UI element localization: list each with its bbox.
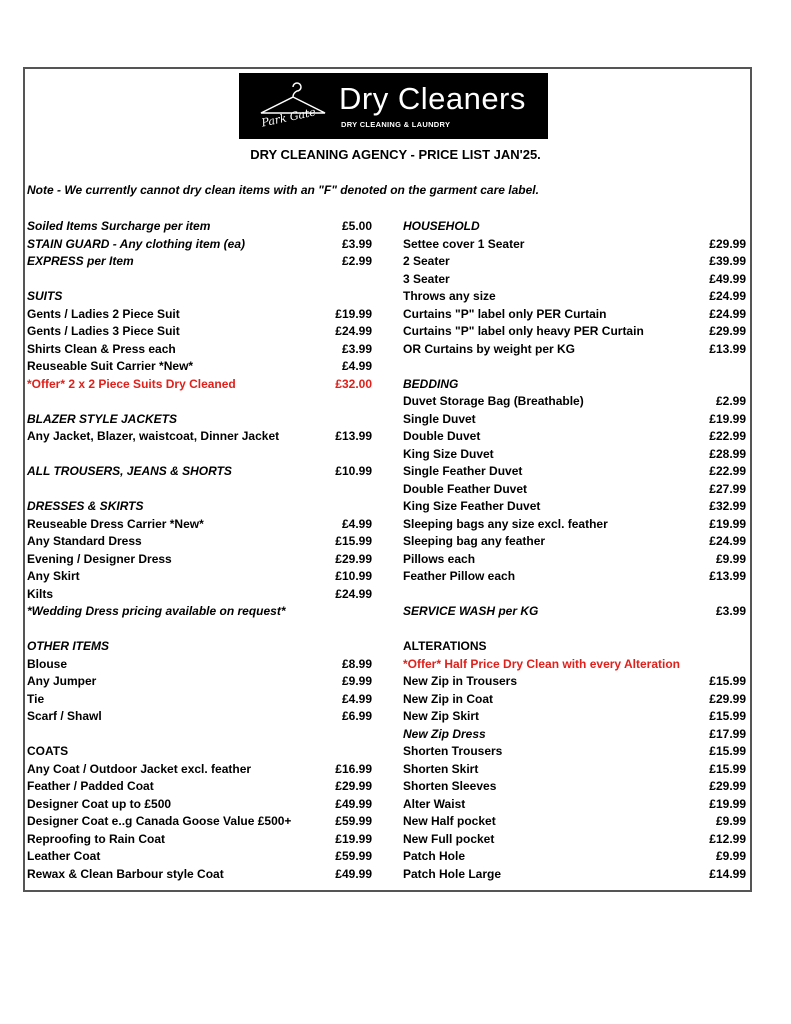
price-row xyxy=(403,306,746,324)
price-row xyxy=(403,428,746,446)
price-row xyxy=(27,253,372,271)
item-price: £17.99 xyxy=(709,726,746,741)
item-price: £49.99 xyxy=(335,866,372,881)
item-price: £15.99 xyxy=(709,674,746,688)
item-label: King Size Feather Duvet xyxy=(403,499,541,513)
item-price: £29.99 xyxy=(709,691,746,706)
price-row xyxy=(27,796,372,814)
price-row xyxy=(403,411,746,429)
price-row xyxy=(27,656,372,674)
item-price: £2.99 xyxy=(715,394,746,408)
item-price: £24.99 xyxy=(709,289,746,303)
item-label: Any Jumper xyxy=(27,674,97,688)
item-label: Reuseable Dress Carrier *New* xyxy=(27,516,204,531)
item-label: Any Standard Dress xyxy=(27,534,142,548)
item-label: New Zip in Trousers xyxy=(403,674,518,688)
item-price: £32.00 xyxy=(335,376,372,391)
item-label: New Full pocket xyxy=(403,831,495,846)
item-label: *Offer* Half Price Dry Clean with every Alteration xyxy=(403,656,680,671)
item-label: Curtains "P" label only heavy PER Curtain xyxy=(403,324,644,338)
price-row xyxy=(403,603,746,621)
price-row xyxy=(27,568,372,586)
item-price: £8.99 xyxy=(341,656,372,671)
item-price: £9.99 xyxy=(341,674,372,688)
price-row xyxy=(27,411,372,429)
item-label: New Zip Dress xyxy=(403,726,486,741)
item-price: £15.99 xyxy=(709,761,746,776)
price-row xyxy=(403,743,746,761)
item-label: 3 Seater xyxy=(403,271,450,286)
item-price: £29.99 xyxy=(709,324,746,338)
item-label: *Wedding Dress pricing available on request* xyxy=(27,604,286,618)
price-row xyxy=(27,551,372,569)
item-label: Sleeping bags any size excl. feather xyxy=(403,516,608,531)
price-row xyxy=(27,848,372,866)
item-label: Feather / Padded Coat xyxy=(27,779,154,793)
item-label: Shorten Trousers xyxy=(403,744,503,758)
item-label: Shirts Clean & Press each xyxy=(27,341,176,356)
item-label: Single Feather Duvet xyxy=(403,464,523,478)
price-row xyxy=(403,813,746,831)
item-label: OR Curtains by weight per KG xyxy=(403,341,576,356)
price-row xyxy=(403,796,746,814)
item-price: £19.99 xyxy=(335,306,372,321)
spacer-row xyxy=(27,393,372,411)
price-row xyxy=(27,603,372,621)
spacer-row xyxy=(403,621,746,639)
price-row xyxy=(403,726,746,744)
logo xyxy=(239,73,548,139)
price-row xyxy=(27,358,372,376)
item-price: £15.99 xyxy=(709,744,746,758)
price-row xyxy=(27,218,372,236)
item-price: £19.99 xyxy=(709,516,746,531)
item-label: ALL TROUSERS, JEANS & SHORTS xyxy=(27,464,232,478)
price-row xyxy=(403,481,746,499)
price-row xyxy=(403,866,746,884)
price-row xyxy=(27,673,372,691)
item-label: Single Duvet xyxy=(403,411,476,426)
item-price: £16.99 xyxy=(335,761,372,776)
item-price: £13.99 xyxy=(709,341,746,356)
price-row xyxy=(27,866,372,884)
item-label: Reuseable Suit Carrier *New* xyxy=(27,359,194,373)
price-row xyxy=(27,323,372,341)
price-row xyxy=(403,691,746,709)
price-row xyxy=(403,253,746,271)
item-label: Alter Waist xyxy=(403,796,466,811)
price-row xyxy=(27,516,372,534)
item-label: Kilts xyxy=(27,586,54,601)
right-price-column xyxy=(403,218,746,883)
item-label: EXPRESS per Item xyxy=(27,254,134,268)
price-row xyxy=(403,446,746,464)
item-label: Evening / Designer Dress xyxy=(27,551,172,566)
price-row xyxy=(27,533,372,551)
price-row xyxy=(403,236,746,254)
item-price: £9.99 xyxy=(715,814,746,828)
spacer-row xyxy=(27,271,372,289)
item-price: £13.99 xyxy=(335,429,372,443)
spacer-row xyxy=(27,446,372,464)
item-price: £3.99 xyxy=(341,236,372,251)
item-label: Designer Coat up to £500 xyxy=(27,796,172,811)
item-price: £19.99 xyxy=(709,796,746,811)
price-row xyxy=(27,428,372,446)
item-price: £22.99 xyxy=(709,464,746,478)
price-row xyxy=(403,638,746,656)
item-label: Shorten Skirt xyxy=(403,761,479,776)
item-price: £10.99 xyxy=(335,464,372,478)
price-row xyxy=(403,831,746,849)
item-price: £19.99 xyxy=(709,411,746,426)
price-row xyxy=(27,761,372,779)
item-label: Patch Hole Large xyxy=(403,866,502,881)
item-price: £3.99 xyxy=(341,341,372,356)
item-price: £13.99 xyxy=(709,569,746,583)
price-row xyxy=(403,708,746,726)
item-label: *Offer* 2 x 2 Piece Suits Dry Cleaned xyxy=(27,376,236,391)
item-price: £29.99 xyxy=(709,236,746,251)
spacer-row xyxy=(403,358,746,376)
price-row xyxy=(403,761,746,779)
item-price: £59.99 xyxy=(335,849,372,863)
price-row xyxy=(27,376,372,394)
item-label: Duvet Storage Bag (Breathable) xyxy=(403,394,584,408)
item-label: Designer Coat e..g Canada Goose Value £500+ xyxy=(27,814,292,828)
price-row xyxy=(27,498,372,516)
item-label: Gents / Ladies 3 Piece Suit xyxy=(27,324,180,338)
item-price: £39.99 xyxy=(709,254,746,268)
price-row xyxy=(403,551,746,569)
item-price: £28.99 xyxy=(709,446,746,461)
item-price: £14.99 xyxy=(709,866,746,881)
price-row xyxy=(403,673,746,691)
item-label: Feather Pillow each xyxy=(403,569,516,583)
item-label: BLAZER STYLE JACKETS xyxy=(27,411,178,426)
price-row xyxy=(403,288,746,306)
item-price: £10.99 xyxy=(335,569,372,583)
item-label: SUITS xyxy=(27,289,63,303)
item-label: Reproofing to Rain Coat xyxy=(27,831,165,846)
item-label: Sleeping bag any feather xyxy=(403,534,546,548)
item-price: £49.99 xyxy=(335,796,372,811)
item-label: Double Feather Duvet xyxy=(403,481,528,496)
item-label: Double Duvet xyxy=(403,429,481,443)
price-row xyxy=(403,778,746,796)
item-price: £9.99 xyxy=(715,551,746,566)
item-label: New Half pocket xyxy=(403,814,496,828)
price-row xyxy=(27,306,372,324)
item-label: Rewax & Clean Barbour style Coat xyxy=(27,866,224,881)
item-label: Curtains "P" label only PER Curtain xyxy=(403,306,607,321)
item-price: £12.99 xyxy=(709,831,746,846)
item-label: COATS xyxy=(27,744,69,758)
spacer-row xyxy=(27,481,372,499)
item-price: £9.99 xyxy=(715,849,746,863)
item-label: King Size Duvet xyxy=(403,446,494,461)
price-row xyxy=(27,813,372,831)
logo-script-text: Park Gate xyxy=(260,105,317,130)
price-row xyxy=(27,463,372,481)
item-label: OTHER ITEMS xyxy=(27,639,110,653)
price-row xyxy=(27,691,372,709)
item-price: £24.99 xyxy=(335,324,372,338)
item-label: Any Skirt xyxy=(27,569,80,583)
item-price: £4.99 xyxy=(341,516,372,531)
item-price: £4.99 xyxy=(341,691,372,706)
item-price: £24.99 xyxy=(709,534,746,548)
price-row xyxy=(403,376,746,394)
price-row xyxy=(27,341,372,359)
item-label: Any Jacket, Blazer, waistcoat, Dinner Jacket xyxy=(27,429,280,443)
item-label: Throws any size xyxy=(403,289,496,303)
item-label: HOUSEHOLD xyxy=(403,219,480,233)
item-price: £19.99 xyxy=(335,831,372,846)
item-label: New Zip in Coat xyxy=(403,691,493,706)
price-row xyxy=(27,236,372,254)
item-price: £59.99 xyxy=(335,814,372,828)
item-label: DRESSES & SKIRTS xyxy=(27,499,144,513)
price-row xyxy=(403,656,746,674)
item-price: £3.99 xyxy=(715,604,746,618)
item-price: £2.99 xyxy=(341,254,372,268)
item-price: £24.99 xyxy=(709,306,746,321)
item-price: £32.99 xyxy=(709,499,746,513)
price-row xyxy=(27,288,372,306)
item-label: Patch Hole xyxy=(403,849,466,863)
item-label: BEDDING xyxy=(403,376,459,391)
item-label: Tie xyxy=(27,691,45,706)
item-price: £6.99 xyxy=(341,709,372,723)
item-label: Shorten Sleeves xyxy=(403,779,497,793)
spacer-row xyxy=(27,726,372,744)
item-label: Gents / Ladies 2 Piece Suit xyxy=(27,306,180,321)
item-price: £27.99 xyxy=(709,481,746,496)
price-row xyxy=(27,778,372,796)
item-price: £15.99 xyxy=(709,709,746,723)
price-row xyxy=(27,638,372,656)
item-price: £24.99 xyxy=(335,586,372,601)
price-row xyxy=(27,831,372,849)
item-label: SERVICE WASH per KG xyxy=(403,604,539,618)
price-row xyxy=(403,323,746,341)
price-row xyxy=(403,848,746,866)
price-row xyxy=(403,341,746,359)
price-row xyxy=(403,463,746,481)
item-label: Blouse xyxy=(27,656,68,671)
item-label: Settee cover 1 Seater xyxy=(403,236,525,251)
page-title: DRY CLEANING AGENCY - PRICE LIST JAN'25. xyxy=(250,147,541,162)
care-label-note: Note - We currently cannot dry clean items with an "F" denoted on the garment care label. xyxy=(27,183,539,197)
item-label: ALTERATIONS xyxy=(403,639,487,653)
price-row xyxy=(403,568,746,586)
price-row xyxy=(403,498,746,516)
logo-tagline: DRY CLEANING & LAUNDRY xyxy=(341,120,451,129)
price-row xyxy=(27,743,372,761)
item-price: £29.99 xyxy=(335,551,372,566)
item-price: £49.99 xyxy=(709,271,746,286)
logo-brand: Dry Cleaners xyxy=(339,81,526,116)
item-label: Leather Coat xyxy=(27,849,101,863)
price-row xyxy=(27,708,372,726)
left-price-column xyxy=(27,218,372,883)
item-label: STAIN GUARD - Any clothing item (ea) xyxy=(27,236,246,251)
item-price: £4.99 xyxy=(341,359,372,373)
item-price: £5.00 xyxy=(341,219,372,233)
item-label: Any Coat / Outdoor Jacket excl. feather xyxy=(27,761,252,776)
spacer-row xyxy=(27,621,372,639)
item-label: Pillows each xyxy=(403,551,476,566)
item-label: Soiled Items Surcharge per item xyxy=(27,219,211,233)
price-row xyxy=(403,516,746,534)
price-row xyxy=(403,218,746,236)
item-price: £15.99 xyxy=(335,534,372,548)
item-price: £22.99 xyxy=(709,429,746,443)
item-label: New Zip Skirt xyxy=(403,709,480,723)
item-price: £29.99 xyxy=(709,779,746,793)
price-row xyxy=(403,271,746,289)
price-row xyxy=(27,586,372,604)
price-row xyxy=(403,533,746,551)
item-label: Scarf / Shawl xyxy=(27,709,102,723)
item-label: 2 Seater xyxy=(403,254,450,268)
price-row xyxy=(403,393,746,411)
item-price: £29.99 xyxy=(335,779,372,793)
spacer-row xyxy=(403,586,746,604)
